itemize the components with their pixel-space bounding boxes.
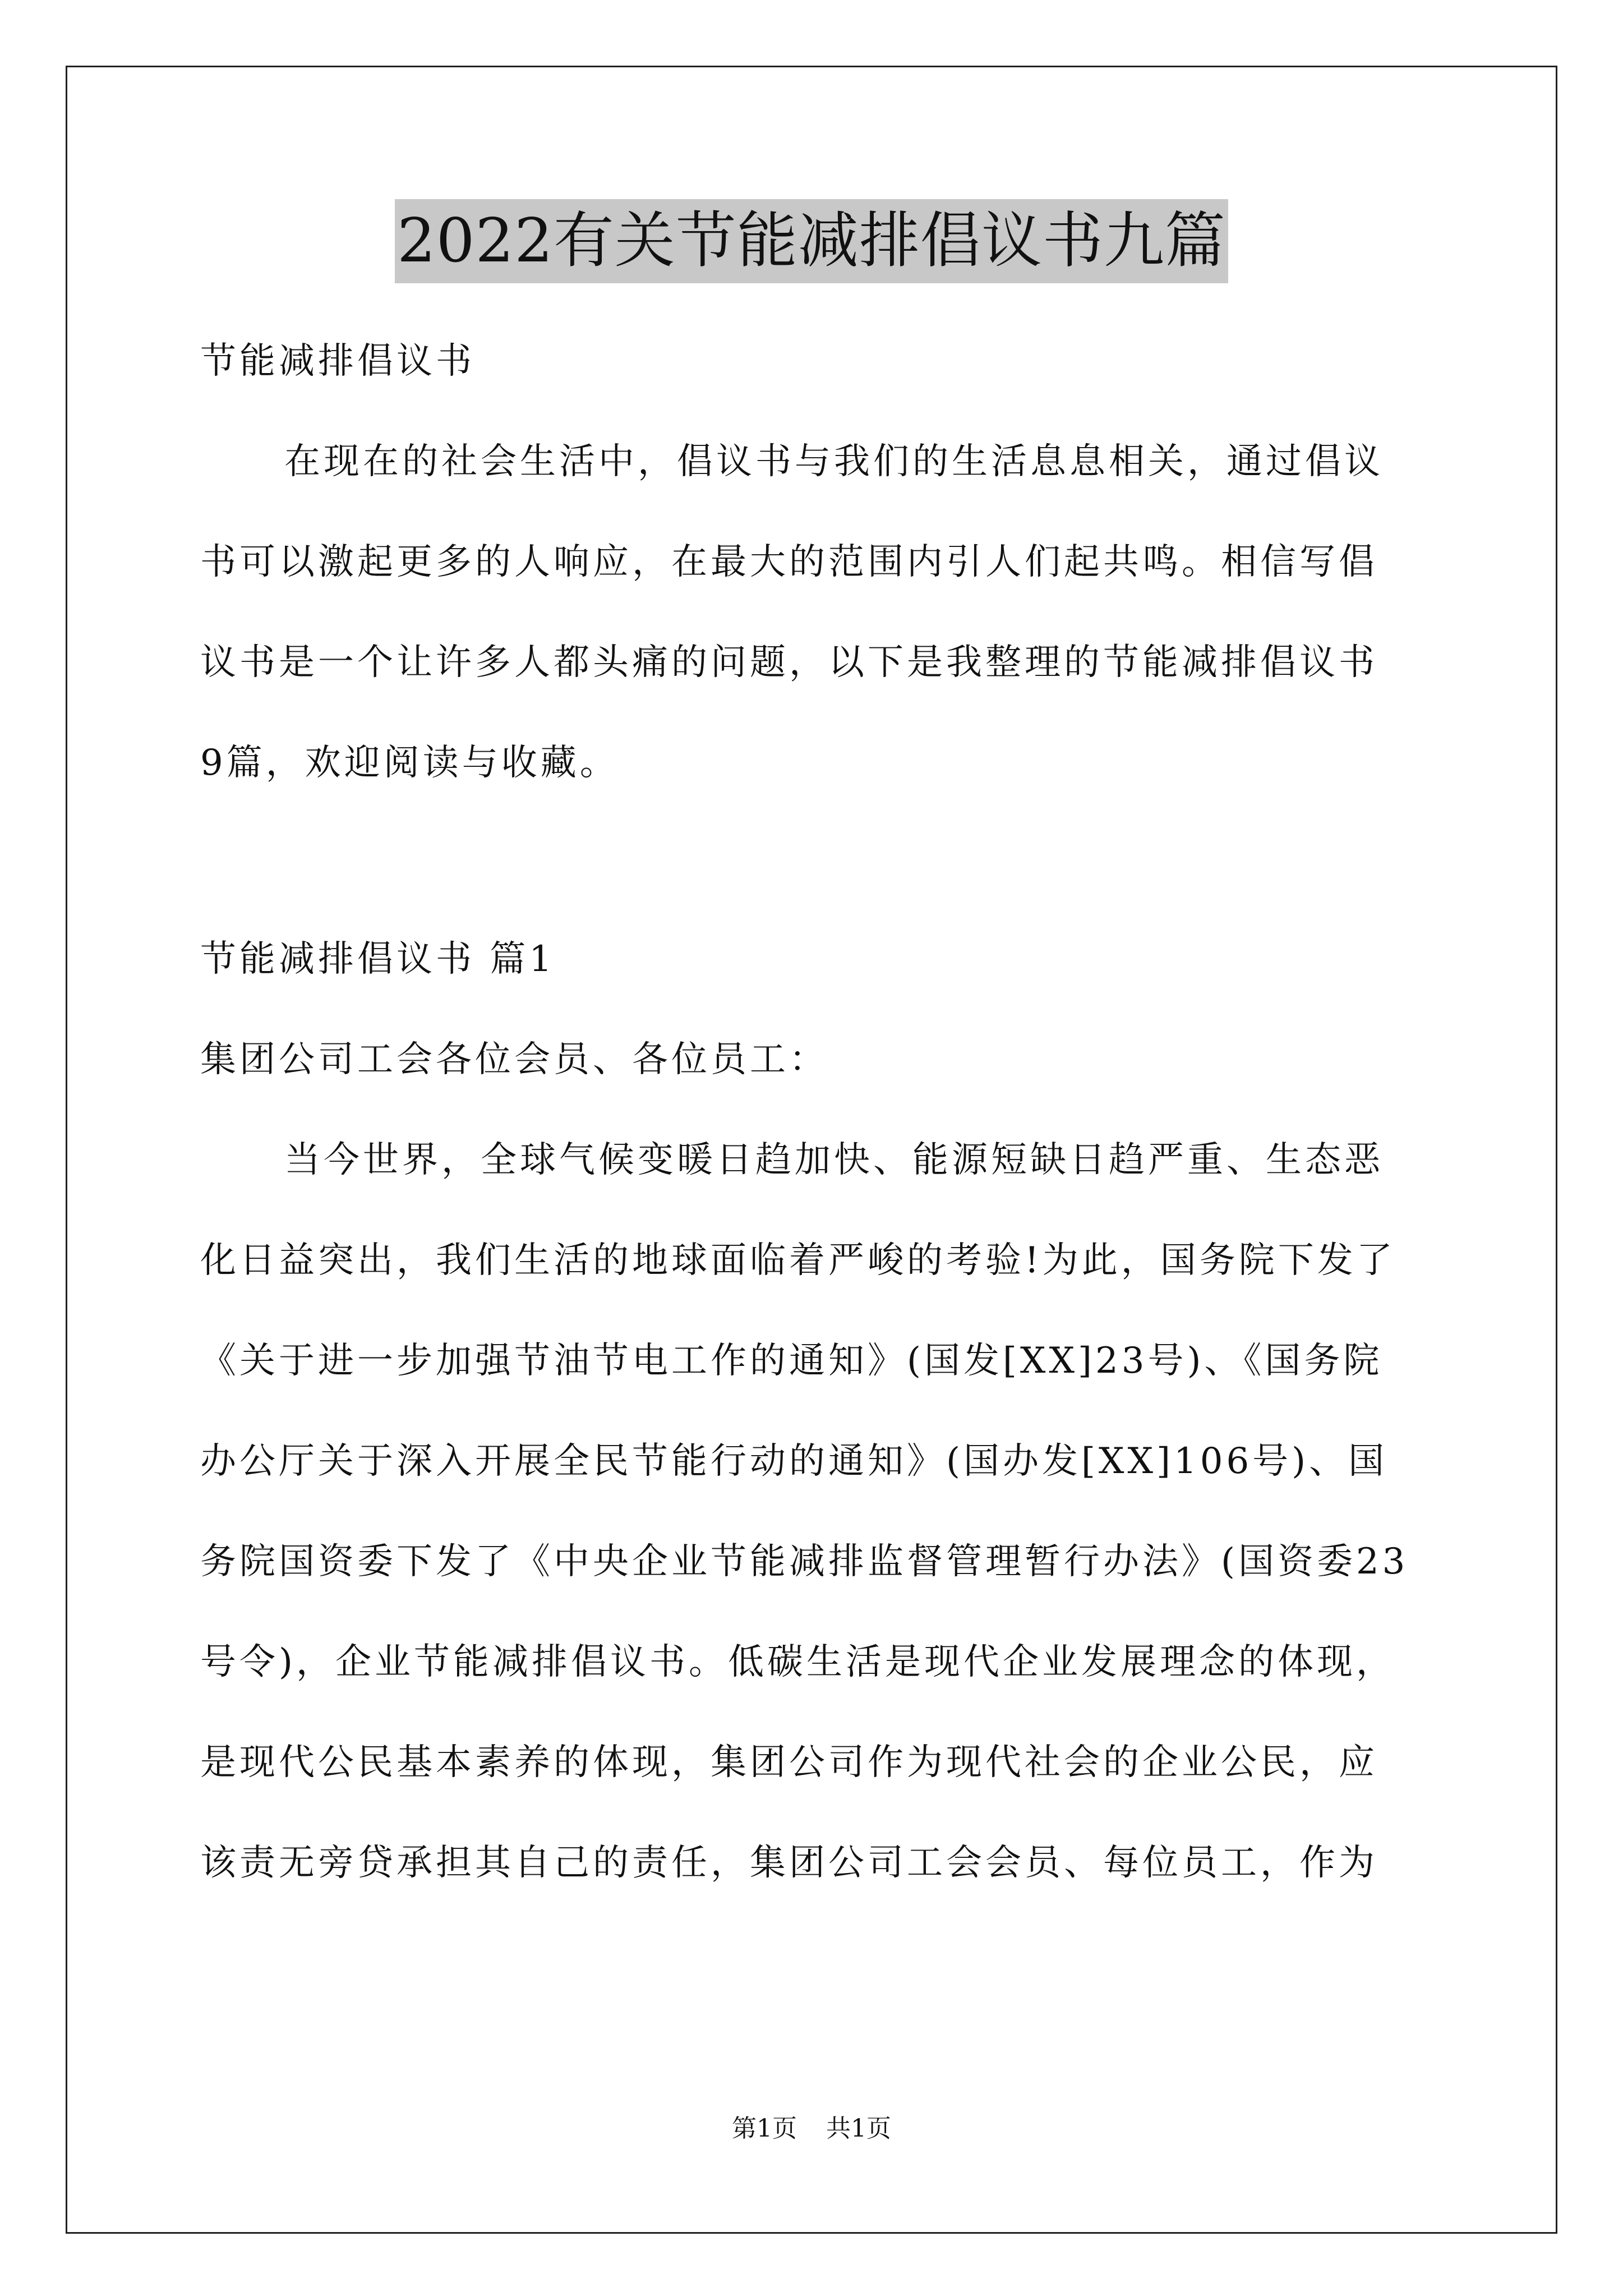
body-line: 是现代公民基本素养的体现，集团公司作为现代社会的企业公民，应 [200, 1742, 1378, 1783]
section-heading: 节能减排倡议书 [200, 341, 475, 382]
body-line: 该责无旁贷承担其自己的责任，集团公司工会会员、每位员工，作为 [200, 1842, 1378, 1884]
page-footer [0, 2112, 1623, 2146]
body-line: 书可以激起更多的人响应，在最大的范围内引人们起共鸣。相信写倡 [200, 541, 1378, 583]
body-line: 当今世界，全球气候变暖日趋加快、能源短缺日趋严重、生态恶 [284, 1139, 1384, 1181]
title-container [0, 199, 1623, 283]
body-line: 《关于进一步加强节油节电工作的通知》(国发[XX]23号)、《国务院 [200, 1340, 1383, 1382]
document-body [200, 311, 1434, 1913]
page-number: 第1页 [732, 2114, 797, 2143]
body-line: 办公厅关于深入开展全民节能行动的通知》(国办发[XX]106号)、国 [200, 1441, 1388, 1482]
body-line: 号令)，企业节能减排倡议书。低碳生活是现代企业发展理念的体现， [200, 1641, 1395, 1683]
body-line: 务院国资委下发了《中央企业节能减排监督管理暂行办法》(国资委23 [200, 1541, 1409, 1582]
document-title: 2022有关节能减排倡议书九篇 [395, 199, 1228, 283]
salutation: 集团公司工会各位会员、各位员工： [200, 1039, 828, 1080]
body-line: 在现在的社会生活中，倡议书与我们的生活息息相关，通过倡议 [284, 441, 1384, 482]
body-line: 化日益突出，我们生活的地球面临着严峻的考验!为此，国务院下发了 [200, 1240, 1396, 1281]
page-total: 共1页 [826, 2114, 891, 2143]
body-line: 议书是一个让许多人都头痛的问题，以下是我整理的节能减排倡议书 [200, 642, 1378, 683]
section-heading: 节能减排倡议书 篇1 [200, 938, 556, 980]
body-line: 9篇，欢迎阅读与收藏。 [200, 742, 619, 784]
